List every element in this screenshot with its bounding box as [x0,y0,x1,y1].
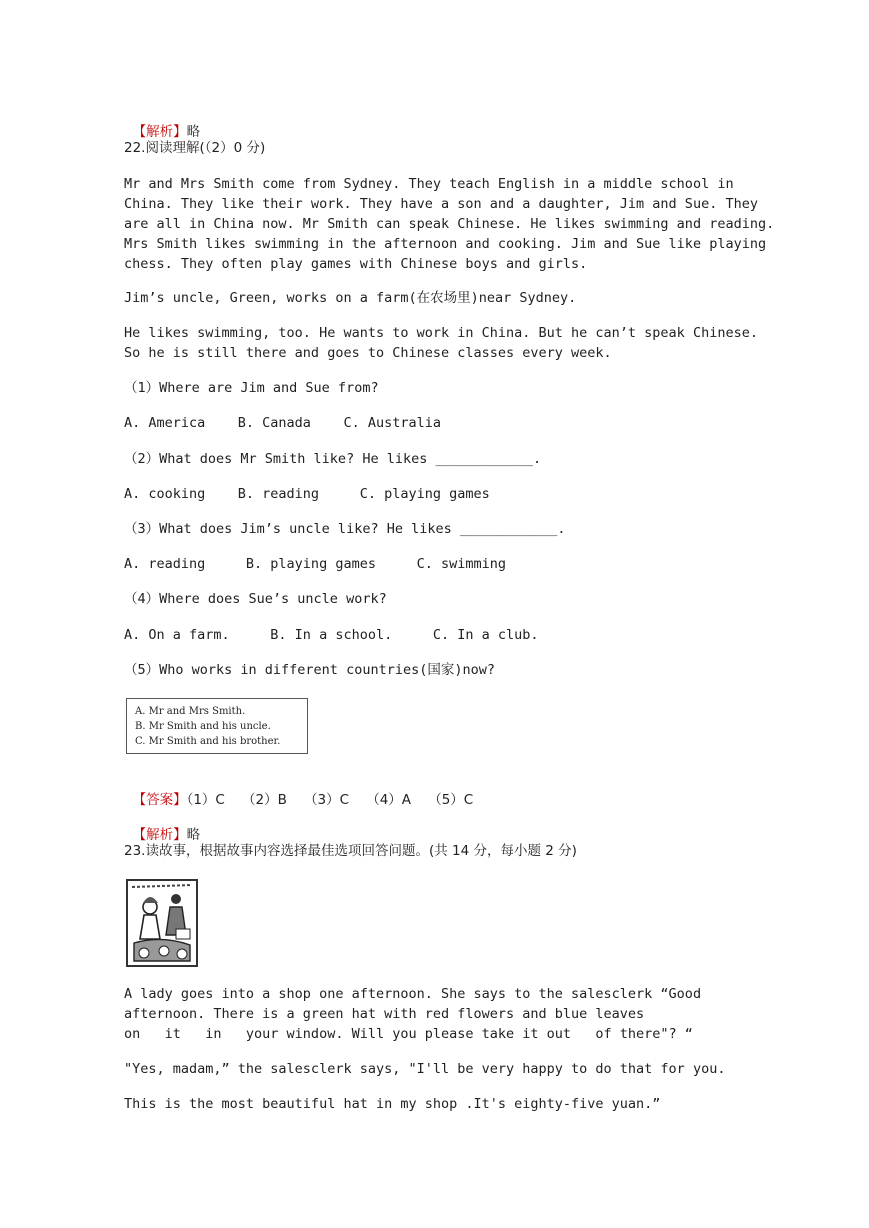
question-4-options: A. On a farm. B. In a school. C. In a club. [124,627,539,643]
passage-line: Mrs Smith likes swimming in the afternoon and cooking. Jim and Sue like playing [124,236,767,252]
passage-para2: Jim’s uncle, Green, works on a farm(在农场里)near Sydney. [124,290,577,306]
passage-line: Mr and Mrs Smith come from Sydney. They teach English in a middle school in [124,176,734,192]
answer-tag: 【答案】 [132,792,187,808]
q23-heading: 23.读故事，根据故事内容选择最佳选项回答问题。(共 14 分，每小题 2 分) [124,843,577,859]
story-line: This is the most beautiful hat in my shop .It's eighty-five yuan.” [124,1096,661,1112]
passage-line: China. They like their work. They have a son and a daughter, Jim and Sue. They [124,196,758,212]
passage-line: He likes swimming, too. He wants to work in China. But he can’t speak Chinese. [124,325,758,341]
analysis-line-1 [124,102,200,142]
question-1: （1）Where are Jim and Sue from? [124,380,379,396]
passage-line: are all in China now. Mr Smith can speak Chinese. He likes swimming and reading. [124,216,775,232]
story-line: "Yes, madam,” the salesclerk says, "I'll be very happy to do that for you. [124,1061,726,1077]
analysis-line-2 [124,805,200,845]
story-line: afternoon. There is a green hat with red flowers and blue leaves [124,1006,645,1022]
question-3: （3）What does Jim’s uncle like? He likes ____________. [124,521,566,537]
option-b: B. Mr Smith and his uncle. [135,721,271,732]
question-5: （5）Who works in different countries(国家)now? [124,662,495,678]
question-2-options: A. cooking B. reading C. playing games [124,486,490,502]
analysis-text: 略 [186,124,201,140]
passage-line: So he is still there and goes to Chinese classes every week. [124,345,612,361]
question-5-options-box [126,698,308,754]
analysis-tag: 【解析】 [132,124,187,140]
story-line: on it in your window. Will you please take it out of there"? “ [124,1026,693,1042]
story-line: A lady goes into a shop one afternoon. She says to the salesclerk “Good [124,986,702,1002]
answer-line [124,770,473,810]
analysis-tag: 【解析】 [132,827,187,843]
question-3-options: A. reading B. playing games C. swimming [124,556,507,572]
option-a: A. Mr and Mrs Smith. [135,706,246,717]
answer-text: （1）C （2）B （3）C （4）A （5）C [186,792,474,808]
passage-line: chess. They often play games with Chinese boys and girls. [124,256,588,272]
question-2: （2）What does Mr Smith like? He likes ____________. [124,451,542,467]
question-4: （4）Where does Sue’s uncle work? [124,591,387,607]
question-1-options: A. America B. Canada C. Australia [124,415,441,431]
analysis-text: 略 [186,827,201,843]
q22-heading: 22.阅读理解(（2）0 分) [124,140,266,156]
option-c: C. Mr Smith and his brother. [135,736,281,747]
story-illustration [124,877,200,969]
